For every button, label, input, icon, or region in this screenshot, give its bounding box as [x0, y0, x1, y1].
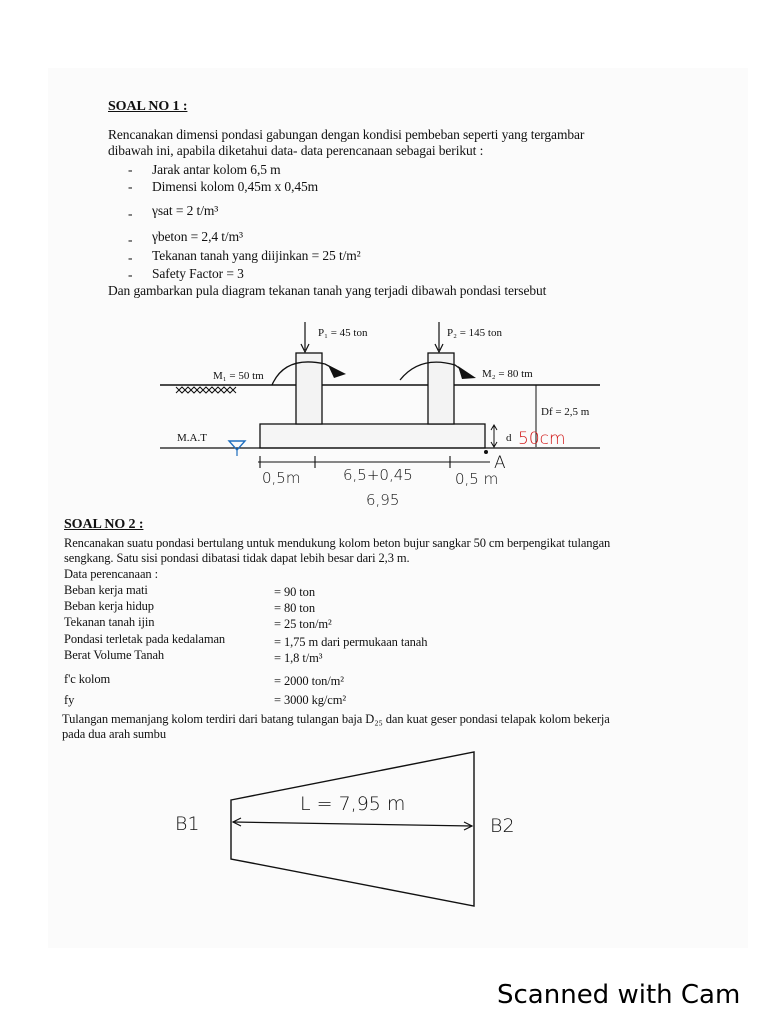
data-label: f'c kolom: [64, 672, 111, 686]
data-value: = 1,8 t/m³: [274, 651, 323, 665]
hw-length-label: L = 7,95 m: [300, 793, 406, 815]
soal2-data-title: Data perencanaan :: [64, 567, 158, 581]
hw-right-dim: 0,5 m: [455, 470, 499, 488]
soal1-item-tekanan: Tekanan tanah yang diijinkan = 25 t/m²: [152, 248, 361, 263]
m2-label: M₂ = 80 tm: [482, 368, 533, 380]
data-label: Berat Volume Tanah: [64, 648, 165, 662]
data-label: Beban kerja hidup: [64, 599, 154, 613]
soal1-item-gamma-beton: γbeton = 2,4 t/m³: [152, 229, 243, 244]
soal1-item-safety: Safety Factor = 3: [152, 266, 244, 281]
soal2-closing-line1: Tulangan memanjang kolom terdiri dari batang tulangan baja D₂₅ dan kuat geser pondasi telapak kolom bekerja: [62, 712, 610, 726]
bullet: -: [128, 250, 133, 265]
data-value: = 90 ton: [274, 585, 315, 599]
hw-b1-label: B1: [175, 813, 200, 835]
d-label: d: [506, 432, 512, 444]
soal2-intro-line2: sengkang. Satu sisi pondasi dibatasi tidak dapat lebih besar dari 2,3 m.: [64, 551, 410, 565]
bullet: -: [128, 179, 133, 194]
data-value: = 2000 ton/m²: [274, 674, 344, 688]
data-label: Tekanan tanah ijin: [64, 615, 155, 629]
p2-label: P₂ = 145 ton: [447, 327, 502, 339]
hw-b2-label: B2: [490, 815, 515, 837]
bullet: -: [128, 232, 133, 247]
soal1-item-dimensi: Dimensi kolom 0,45m x 0,45m: [152, 179, 319, 194]
mat-label: M.A.T: [177, 432, 207, 444]
data-value: = 25 ton/m²: [274, 617, 332, 631]
soal1-closing: Dan gambarkan pula diagram tekanan tanah yang terjadi dibawah pondasi tersebut: [108, 283, 547, 298]
data-value: = 3000 kg/cm²: [274, 693, 346, 707]
soal1-intro-line2: dibawah ini, apabila diketahui data- data perencanaan sebagai berikut :: [108, 143, 484, 158]
soal1-intro-line1: Rencanakan dimensi pondasi gabungan dengan kondisi pembeban seperti yang tergambar: [108, 127, 585, 142]
scanner-watermark: Scanned with Cam: [497, 980, 741, 1010]
trapezoid-footing: [231, 752, 474, 906]
data-label: fy: [64, 693, 75, 707]
p1-label: P₁ = 45 ton: [318, 327, 368, 339]
soal1-heading: SOAL NO 1 :: [108, 99, 188, 114]
bullet: -: [128, 206, 133, 221]
soal2-closing-line2: pada dua arah sumbu: [62, 727, 166, 741]
bullet: -: [128, 162, 133, 177]
data-value: = 1,75 m dari permukaan tanah: [274, 635, 428, 649]
data-value: = 80 ton: [274, 601, 315, 615]
hw-left-dim: 0,5m: [262, 469, 301, 487]
bullet: -: [128, 267, 133, 282]
data-label: Beban kerja mati: [64, 583, 148, 597]
soal2-heading: SOAL NO 2 :: [64, 517, 144, 532]
soal2-intro-line1: Rencanakan suatu pondasi bertulang untuk mendukung kolom beton bujur sangkar 50 cm berpengikat tulangan: [64, 536, 611, 550]
hw-thickness-50cm: 50cm: [518, 429, 566, 449]
hw-mid-dim: 6,5+0,45: [343, 466, 413, 484]
data-label: Pondasi terletak pada kedalaman: [64, 632, 226, 646]
df-label: Df = 2,5 m: [541, 406, 590, 418]
soal1-item-gamma-sat: γsat = 2 t/m³: [152, 203, 219, 218]
m1-label: M₁ = 50 tm: [213, 370, 264, 382]
soal1-item-jarak: Jarak antar kolom 6,5 m: [152, 162, 281, 177]
hw-total-dim: 6,95: [366, 491, 400, 509]
hw-point-a: A: [494, 453, 506, 473]
